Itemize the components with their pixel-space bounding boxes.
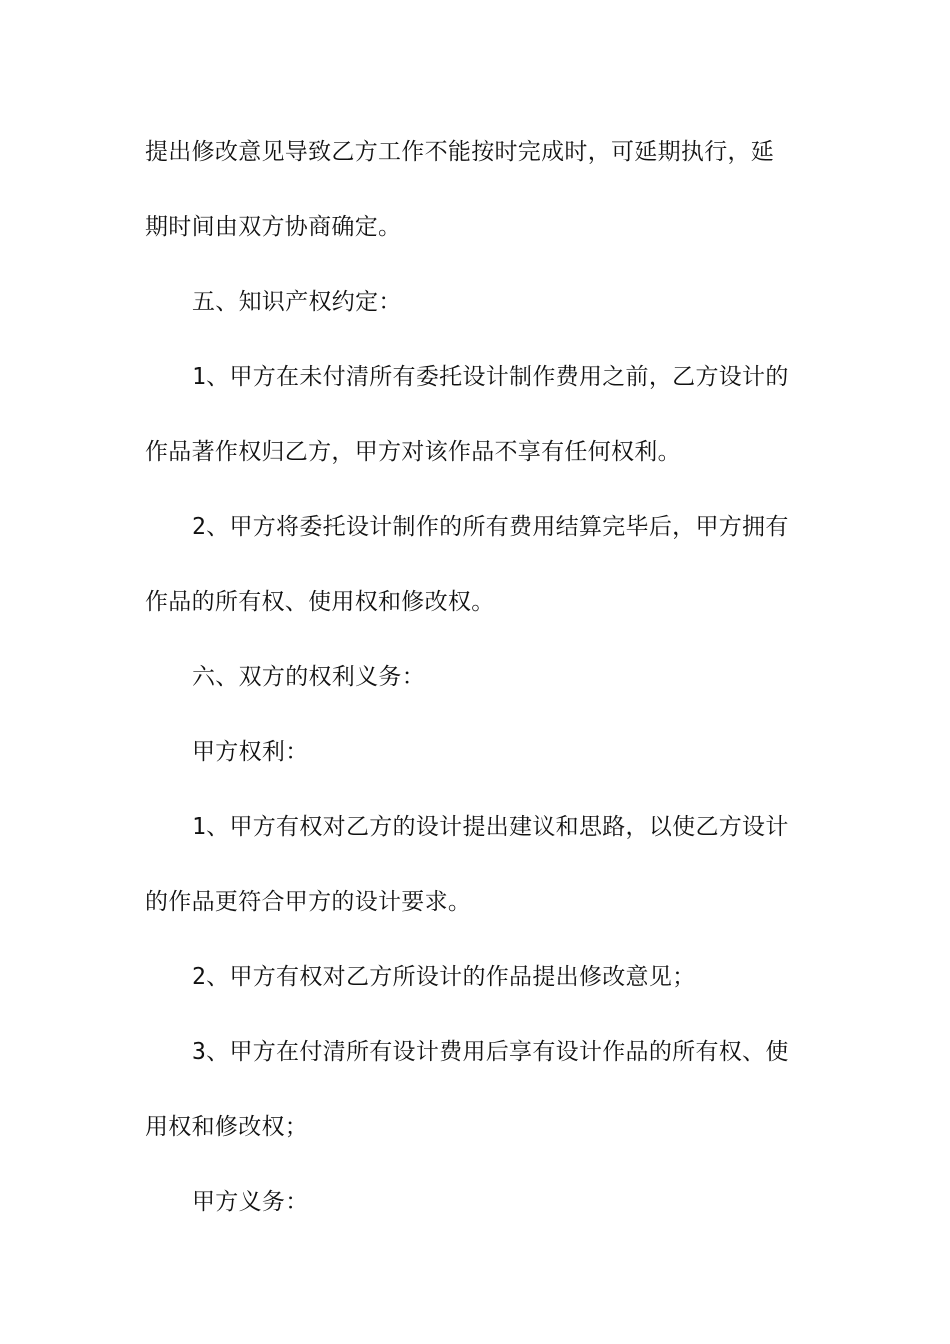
clause-line: 1、甲方在未付清所有委托设计制作费用之前，乙方设计的	[192, 364, 789, 390]
clause-line: 2、甲方将委托设计制作的所有费用结算完毕后，甲方拥有	[192, 514, 789, 540]
body-text-line: 作品的所有权、使用权和修改权。	[145, 589, 495, 615]
clause-line: 3、甲方在付清所有设计费用后享有设计作品的所有权、使	[192, 1039, 789, 1065]
body-text-line: 用权和修改权；	[145, 1114, 309, 1140]
section-heading: 五、知识产权约定：	[192, 289, 402, 315]
subsection-heading: 甲方义务：	[192, 1189, 309, 1215]
clause-line: 2、甲方有权对乙方所设计的作品提出修改意见；	[192, 964, 696, 990]
body-text-line: 的作品更符合甲方的设计要求。	[145, 889, 472, 915]
subsection-heading: 甲方权利：	[192, 739, 309, 765]
body-text-line: 提出修改意见导致乙方工作不能按时完成时，可延期执行，延	[145, 139, 775, 165]
section-heading: 六、双方的权利义务：	[192, 664, 425, 690]
body-text-line: 期时间由双方协商确定。	[145, 214, 402, 240]
clause-line: 1、甲方有权对乙方的设计提出建议和思路，以使乙方设计	[192, 814, 789, 840]
body-text-line: 作品著作权归乙方，甲方对该作品不享有任何权利。	[145, 439, 681, 465]
